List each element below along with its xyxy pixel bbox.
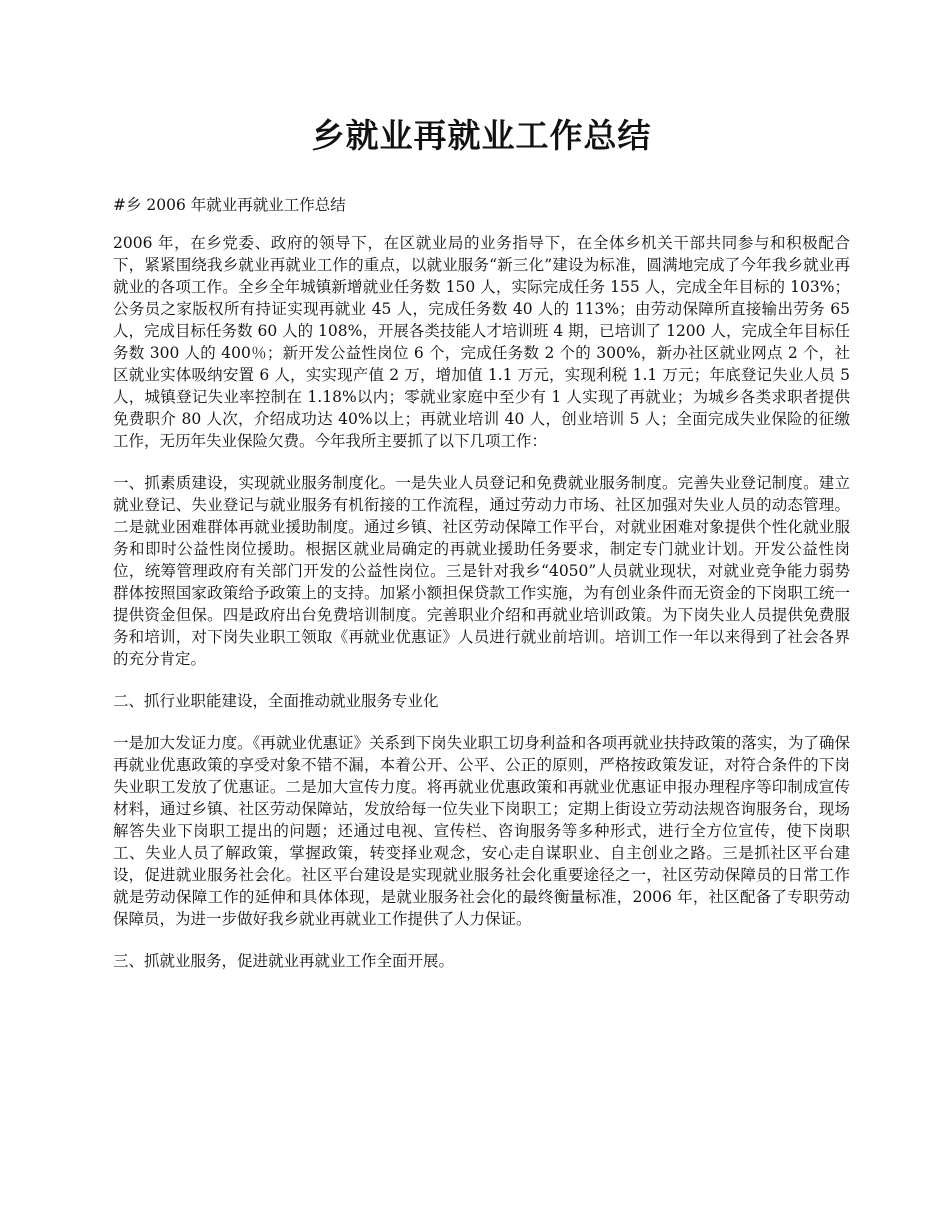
section-two-heading: 二、抓行业职能建设，全面推动就业服务专业化 — [113, 692, 439, 710]
document-subtitle: #乡 2006 年就业再就业工作总结 — [113, 196, 346, 214]
section-three-heading: 三、抓就业服务，促进就业再就业工作全面开展。 — [113, 952, 455, 970]
section-two-paragraph: 一是加大发证力度。《再就业优惠证》关系到下岗失业职工切身利益和各项再就业扶持政策的落实，为了确保再就业优惠政策的享受对象不错不漏，本着公开、公平、公正的原则，严格按政策发证，对符合条件的下岗失业职工发放了优惠证。二是加大宣传力度。将再就业优惠政策和再就业优惠证申报办理程序等印制成宣传材料，通过乡镇、社区劳动保障站，发放给每一位失业下岗职工；定期上街设立劳动法规咨询服务台，现场解答失业下岗职工提出的问题；还通过电视、宣传栏、咨询服务等多种形式，进行全方位宣传，使下岗职工、失业人员了解政策，掌握政策，转变择业观念，安心走自谋职业、自主创业之路。三是抓社区平台建设，促进就业服务社会化。社区平台建设是实现就业服务社会化重要途径之一，社区劳动保障员的日常工作就是劳动保障工作的延伸和具体体现，是就业服务社会化的最终衡量标准，2006 年，社区配备了专职劳动保障员，为进一步做好我乡就业再就业工作提供了人力保证。 — [113, 734, 850, 928]
intro-paragraph: 2006 年，在乡党委、政府的领导下，在区就业局的业务指导下，在全体乡机关干部共同参与和积极配合下，紧紧围绕我乡就业再就业工作的重点，以就业服务“新三化”建设为标准，圆满地完成了今年我乡就业再就业的各项工作。全乡全年城镇新增就业任务数 150 人，实际完成任务 155 人，完成全年目标的 103%；公务员之家版权所有持证实现再就业 45 人，完成任务数 40 人的 113%；由劳动保障所直接输出劳务 65 人，完成目标任务数 60 人的 108%，开展各类技能人才培训班 4 期，已培训了 1200 人，完成全年目标任务数 300 人的 400％；新开发公益性岗位 6 个，完成任务数 2 个的 300%，新办社区就业网点 2 个，社区就业实体吸纳安置 6 人，实实现产值 2 万，增加值 1.1 万元，实现利税 1.1 万元；年底登记失业人员 5 人，城镇登记失业率控制在 1.18%以内；零就业家庭中至少有 1 人实现了再就业；为城乡各类求职者提供免费职介 80 人次，介绍成功达 40%以上；再就业培训 40 人，创业培训 5 人；全面完成失业保险的征缴工作，无历年失业保险欠费。今年我所主要抓了以下几项工作： — [113, 234, 850, 450]
document-page — [113, 108, 850, 992]
section-one-paragraph: 一、抓素质建设，实现就业服务制度化。一是失业人员登记和免费就业服务制度。完善失业登记制度。建立就业登记、失业登记与就业服务有机衔接的工作流程，通过劳动力市场、社区加强对失业人员的动态管理。二是就业困难群体再就业援助制度。通过乡镇、社区劳动保障工作平台，对就业困难对象提供个性化就业服务和即时公益性岗位援助。根据区就业局确定的再就业援助任务要求，制定专门就业计划。开发公益性岗位，统筹管理政府有关部门开发的公益性岗位。三是针对我乡“4050”人员就业现状，对就业竞争能力弱势群体按照国家政策给予政策上的支持。加紧小额担保贷款工作实施，为有创业条件而无资金的下岗职工统一提供资金但保。四是政府出台免费培训制度。完善职业介绍和再就业培训政策。为下岗失业人员提供免费服务和培训，对下岗失业职工领取《再就业优惠证》人员进行就业前培训。培训工作一年以来得到了社会各界的充分肯定。 — [113, 474, 850, 668]
document-title: 乡就业再就业工作总结 — [311, 116, 652, 155]
